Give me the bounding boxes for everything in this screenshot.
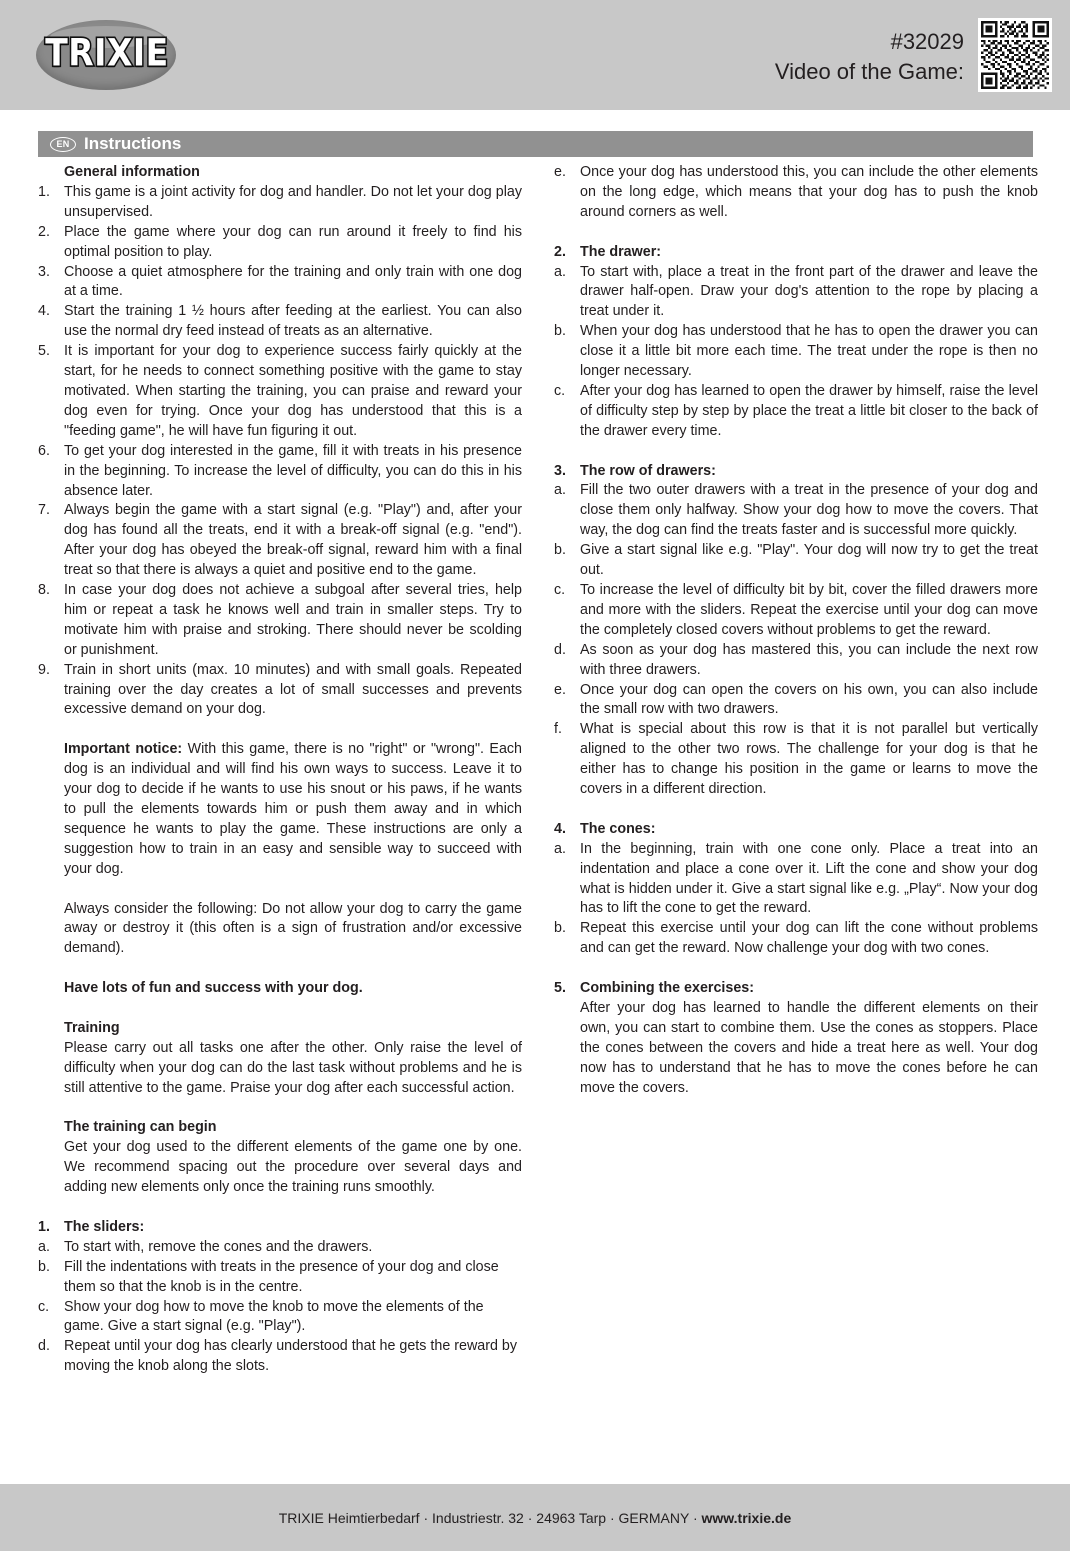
list-item xyxy=(554,382,1038,442)
list-item xyxy=(38,302,522,342)
list-text: Show your dog how to move the knob to move the elements of the game. Give a start signal (e.g. "Play"). xyxy=(64,1298,484,1335)
list-text: It is important for your dog to experience success fairly quickly at the start, for he needs to connect something positive with the game to stay motivated. When starting the training, you can praise and reward your dog even for trying. Once your dog has understood that this is a "feeding game", he will have fun figuring it out. xyxy=(64,343,522,439)
qr-code-icon[interactable] xyxy=(978,18,1052,92)
list-item xyxy=(554,641,1038,681)
sliders-heading xyxy=(38,1218,522,1238)
list-item xyxy=(554,681,1038,721)
combining-heading xyxy=(554,979,1038,999)
list-text: Once your dog has understood this, you can include the other elements on the long edge, which means that your dog has to push the knob around corners as well. xyxy=(580,164,1038,220)
page-footer xyxy=(0,1484,1070,1551)
list-text: Repeat until your dog has clearly understood that he gets the reward by moving the knob along the slots. xyxy=(64,1338,518,1375)
list-item xyxy=(554,322,1038,382)
list-text: To start with, place a treat in the front part of the drawer and leave the drawer half-open. Draw your dog's attention to the rope by placing a treat under it. xyxy=(580,263,1038,320)
list-text: Give a start signal like e.g. "Play". Your dog will now try to get the treat out. xyxy=(580,542,1038,579)
list-text: Choose a quiet atmosphere for the training and only train with one dog at a time. xyxy=(64,263,522,300)
section-number: 5. xyxy=(554,980,566,997)
list-marker: c. xyxy=(554,582,566,598)
list-marker: 9. xyxy=(38,661,50,678)
left-column xyxy=(38,163,522,1377)
list-item xyxy=(554,481,1038,541)
list-marker: e. xyxy=(554,164,566,180)
list-marker: 4. xyxy=(38,303,50,320)
list-text: As soon as your dog has mastered this, you can include the next row with three drawers. xyxy=(580,641,1038,678)
list-item xyxy=(554,163,1038,223)
list-text: This game is a joint activity for dog and handler. Do not let your dog play unsupervised. xyxy=(64,183,522,220)
list-text: Once your dog can open the covers on his own, you can also include the small row with two drawers. xyxy=(580,681,1038,718)
spacer xyxy=(38,959,522,979)
list-marker: 3. xyxy=(38,263,50,280)
section-title: The row of drawers: xyxy=(580,462,716,479)
footer-website: www.trixie.de xyxy=(701,1509,792,1526)
important-notice-body: With this game, there is no "right" or "wrong". Each dog is an individual and will find his own ways to success. Leave it to your dog to decide if he wants to use his snout or his paws, if he wants to pull the elements towards him or push them away and in which sequence he wants to play the game. These instructions are only a suggestion how to train in an easy and sensible way to succeed with your dog. xyxy=(64,741,522,877)
combining-body: After your dog has learned to handle the different elements on their own, you can start to combine them. Use the cones as stoppers. Place the cones between the covers and hide a treat here as well. Your dog now has to understand that he has to move the cones before he can move the covers. xyxy=(580,1000,1038,1096)
list-text: Start the training 1 ½ hours after feeding at the earliest. You can also use the normal dry feed instead of treats as an alternative. xyxy=(64,303,522,340)
spacer xyxy=(38,1099,522,1119)
list-item xyxy=(554,541,1038,581)
list-marker: e. xyxy=(554,681,566,698)
header-text-lines xyxy=(775,18,964,87)
spacer xyxy=(554,223,1038,243)
section-number: 4. xyxy=(554,820,566,837)
row-of-drawers-heading xyxy=(554,462,1038,482)
list-item xyxy=(38,183,522,223)
list-marker: 1. xyxy=(38,183,50,200)
list-item xyxy=(38,442,522,502)
list-marker: b. xyxy=(554,323,566,340)
instructions-bar xyxy=(38,131,1033,157)
section-title: Combining the exercises: xyxy=(580,980,754,997)
trixie-logo xyxy=(28,16,186,94)
list-text: Train in short units (max. 10 minutes) and with small goals. Repeated training over the day creates a lot of small successes and prevents excessive demand on your dog. xyxy=(64,661,522,718)
article-number: #32029 xyxy=(890,29,964,54)
list-text: To get your dog interested in the game, fill it with treats in his presence in the beginning. To increase the level of difficulty, you can do this in his absence later. xyxy=(64,442,522,499)
list-item xyxy=(554,919,1038,959)
list-marker: b. xyxy=(554,542,566,559)
list-item xyxy=(38,1337,522,1377)
training-body: Please carry out all tasks one after the other. Only raise the level of difficulty when your dog can do the last task without problems and he is still attentive to the game. Praise your dog after each successful action. xyxy=(64,1039,522,1096)
list-marker: a. xyxy=(554,263,566,280)
list-marker: f. xyxy=(554,721,562,738)
list-item xyxy=(38,1258,522,1298)
list-text: Fill the two outer drawers with a treat in the presence of your dog and close them only halfway. Show your dog how to move the covers. That way, the dog can find the treats faster and is successful more quickly. xyxy=(580,482,1038,539)
list-item xyxy=(554,720,1038,800)
list-text: To start with, remove the cones and the drawers. xyxy=(64,1238,373,1255)
always-consider-paragraph: Always consider the following: Do not allow your dog to carry the game away or destroy it (this often is a sign of frustration and/or excessive demand). xyxy=(64,900,522,957)
video-of-the-game-label: Video of the Game: xyxy=(774,59,964,84)
list-marker: a. xyxy=(554,840,566,857)
training-can-begin-heading: The training can begin xyxy=(64,1119,217,1136)
section-title: The cones: xyxy=(580,820,656,837)
language-badge: EN xyxy=(50,137,76,152)
spacer xyxy=(38,720,522,740)
list-marker: a. xyxy=(554,482,566,499)
list-marker: 2. xyxy=(38,223,50,240)
list-text: To increase the level of difficulty bit by bit, cover the filled drawers more and more with the sliders. Repeat the exercise until your dog can move the completely closed covers without problems to get the reward. xyxy=(580,582,1038,638)
spacer xyxy=(554,959,1038,979)
list-text: In case your dog does not achieve a subgoal after several tries, help him or repeat a task he knows well and train in smaller steps. Try to motivate him with praise and stroking. There should never be scolding or punishment. xyxy=(64,582,522,658)
spacer xyxy=(554,442,1038,462)
logo-wordmark: TRIXIE xyxy=(45,30,169,75)
training-can-begin-body: Get your dog used to the different elements of the game one by one. We recommend spacing out the procedure over several days and adding new elements only once the training runs smoothly. xyxy=(64,1139,522,1196)
list-item xyxy=(38,1298,522,1338)
list-marker: a. xyxy=(38,1238,50,1255)
section-title: The sliders: xyxy=(64,1218,145,1235)
spacer xyxy=(38,999,522,1019)
list-text: When your dog has understood that he has to open the drawer you can close it a little bit more each time. The treat under the rope is then no longer necessary. xyxy=(580,323,1038,380)
section-number: 3. xyxy=(554,462,566,479)
list-marker: b. xyxy=(38,1258,50,1275)
section-number: 2. xyxy=(554,243,566,260)
list-text: After your dog has learned to open the drawer by himself, raise the level of difficulty step by step by place the treat a little bit closer to the back of the drawer every time. xyxy=(580,382,1038,439)
list-item xyxy=(38,342,522,442)
list-item xyxy=(38,263,522,303)
right-column xyxy=(554,163,1038,1377)
list-text: Place the game where your dog can run around it freely to find his optimal position to play. xyxy=(64,223,522,260)
list-text: What is special about this row is that it is not parallel but vertically aligned to the other two rows. The challenge for your dog is that he either has to change his position in the game or learns to move the covers in a different direction. xyxy=(580,721,1038,798)
list-item xyxy=(38,661,522,721)
list-marker: 7. xyxy=(38,502,50,519)
section-title: The drawer: xyxy=(580,243,662,260)
header-right-group xyxy=(775,18,1052,92)
list-item xyxy=(554,840,1038,920)
spacer xyxy=(38,880,522,900)
fun-success-line: Have lots of fun and success with your dog. xyxy=(64,980,363,997)
content-columns xyxy=(38,163,1038,1377)
important-notice-label: Important notice: xyxy=(64,741,183,758)
footer-address xyxy=(279,1510,791,1526)
list-text: Always begin the game with a start signal (e.g. "Play") and, after your dog has found all the treats, end it with a break-off signal (e.g. "end"). After your dog has obeyed the break-off signal, reward him with a final treat so that there is always a quiet and positive end to the game. xyxy=(64,502,522,579)
cones-heading xyxy=(554,820,1038,840)
section-number: 1. xyxy=(38,1218,50,1235)
list-item xyxy=(554,581,1038,641)
page-header xyxy=(0,0,1070,110)
list-item xyxy=(38,223,522,263)
drawer-heading xyxy=(554,243,1038,263)
list-marker: 5. xyxy=(38,343,50,360)
list-marker: c. xyxy=(554,382,566,399)
list-item xyxy=(554,263,1038,323)
spacer xyxy=(554,800,1038,820)
general-information-heading: General information xyxy=(64,164,200,180)
list-marker: b. xyxy=(554,920,566,937)
spacer xyxy=(38,1198,522,1218)
list-marker: d. xyxy=(38,1338,50,1355)
list-item xyxy=(38,581,522,661)
list-text: Repeat this exercise until your dog can lift the cone without problems and can get the reward. Now challenge your dog with two cones. xyxy=(580,920,1038,957)
list-item xyxy=(38,501,522,581)
list-marker: c. xyxy=(38,1298,50,1315)
important-notice-paragraph xyxy=(64,740,522,879)
list-item xyxy=(38,1238,522,1258)
footer-address-text: TRIXIE Heimtierbedarf · Industriestr. 32 · 24963 Tarp · GERMANY · xyxy=(278,1509,702,1526)
list-marker: 6. xyxy=(38,442,50,459)
list-text: In the beginning, train with one cone only. Place a treat into an indentation and place a cone over it. Lift the cone and show your dog what is hidden under it. Give a start signal like e.g. „Play“. Now your dog has to lift the cone to get the reward. xyxy=(580,840,1038,917)
list-marker: 8. xyxy=(38,582,50,599)
list-marker: d. xyxy=(554,641,566,658)
instructions-title: Instructions xyxy=(84,134,182,153)
training-heading: Training xyxy=(64,1019,120,1036)
list-text: Fill the indentations with treats in the presence of your dog and close them so that the knob is in the centre. xyxy=(64,1258,499,1295)
